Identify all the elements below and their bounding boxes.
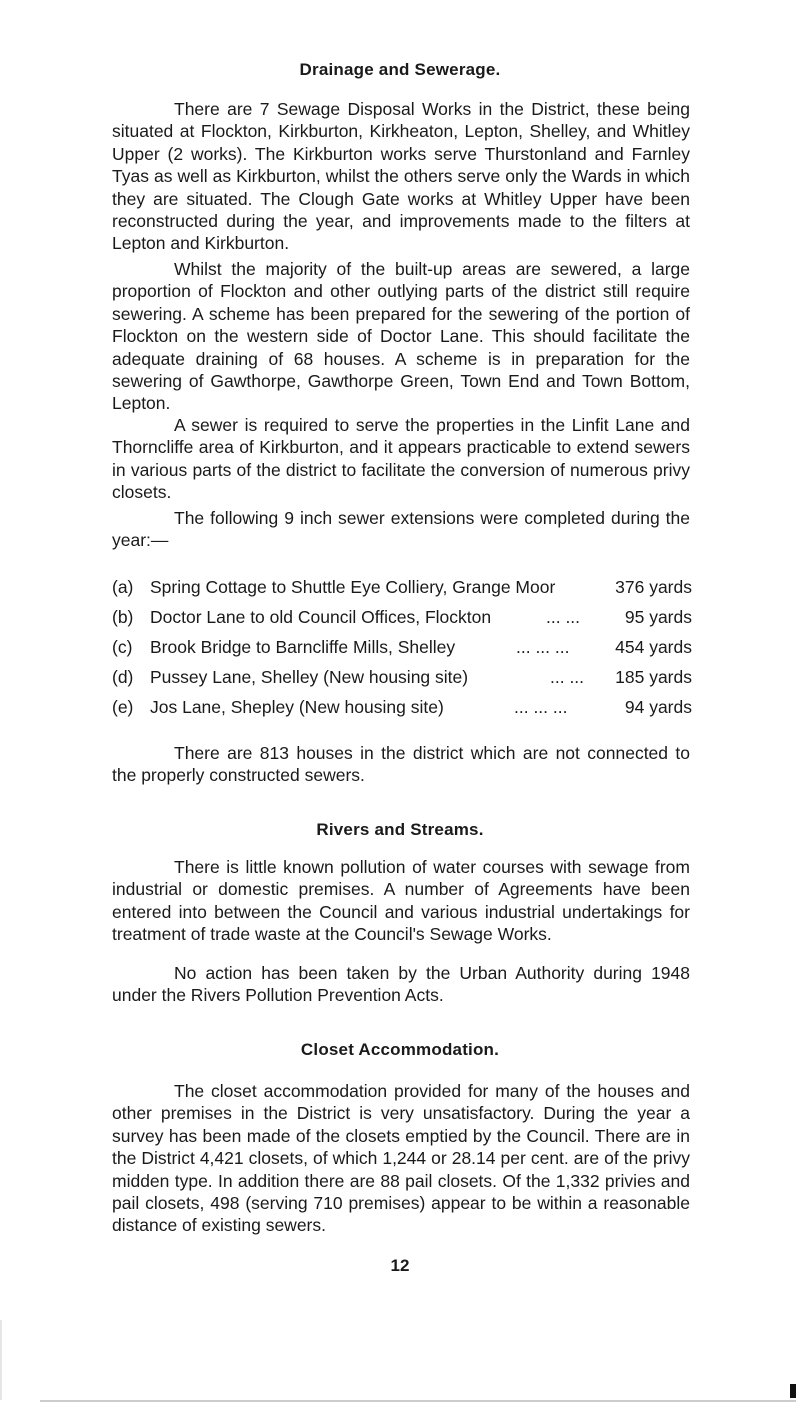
paragraph-disposal-works: There are 7 Sewage Disposal Works in the District, these being situated at Flockton, Kirkburton, Kirkheaton, Lepton, Shelley, and Whitley Upper (2 works). The Kirkburton works serve Thurstonland and Farnley Tyas as well as Kirkburton, whilst the others serve only the Wards in which they are situated. The Clough Gate works at Whitley Upper have been reconstructed during the year, and improvements made to the filters at Lepton and Kirkburton.	[112, 99, 690, 254]
extension-length: 185 yards	[615, 667, 692, 687]
extension-length: 95 yards	[624, 607, 692, 627]
extension-label: (b)	[112, 607, 134, 627]
paragraph-sewering-scheme: Whilst the majority of the built-up areas are sewered, a large proportion of Flockton and other outlying parts of the district still require sewering. A scheme has been prepared for the sewering of the portion of Flockton on the western side of Doctor Lane. This should facilitate the adequate draining of 68 houses. A scheme is in preparation for the sewering of Gawthorpe, Gawthorpe Green, Town End and Town Bottom, Lepton.	[112, 259, 690, 414]
extension-description: Brook Bridge to Barncliffe Mills, Shelley	[150, 637, 456, 657]
extension-label: (e)	[112, 697, 134, 717]
extension-length: 94 yards	[624, 697, 692, 717]
heading-rivers: Rivers and Streams.	[316, 820, 484, 839]
extension-length: 454 yards	[615, 637, 692, 657]
extension-description: Doctor Lane to old Council Offices, Flockton	[150, 607, 492, 627]
extension-leader-dots: ... ...	[550, 667, 585, 687]
extension-item	[112, 695, 692, 719]
scan-edge	[0, 1320, 2, 1400]
extension-description: Pussey Lane, Shelley (New housing site)	[150, 667, 469, 687]
paragraph-unconnected-houses: There are 813 houses in the district which are not connected to the properly constructed sewers.	[112, 743, 690, 786]
scan-mark	[790, 1384, 796, 1398]
extension-label: (d)	[112, 667, 134, 687]
paragraph-rivers-act: No action has been taken by the Urban Authority during 1948 under the Rivers Pollution Prevention Acts.	[112, 963, 690, 1006]
paragraph-closet-survey: The closet accommodation provided for many of the houses and other premises in the District is very unsatisfactory. During the year a survey has been made of the closets emptied by the Council. There are in the District 4,421 closets, of which 1,244 or 28.14 per cent. are of the privy midden type. In addition there are 88 pail closets. Of the 1,332 privies and pail closets, 498 (serving 710 premises) appear to be within a reasonable distance of existing sewers.	[112, 1081, 690, 1236]
extension-length: 376 yards	[615, 577, 692, 597]
extension-item	[112, 605, 692, 629]
extension-leader-dots: ... ... ...	[514, 697, 568, 717]
scan-bottom-rule	[40, 1400, 796, 1402]
heading-drainage: Drainage and Sewerage.	[299, 60, 501, 79]
paragraph-extensions-intro: The following 9 inch sewer extensions were completed during the year:—	[112, 508, 690, 551]
extension-leader-dots: ... ...	[546, 607, 581, 627]
extension-label: (c)	[112, 637, 133, 657]
paragraph-sewer-required: A sewer is required to serve the properties in the Linfit Lane and Thorncliffe area of Kirkburton, and it appears practicable to extend sewers in various parts of the district to facilitate the conversion of numerous privy closets.	[112, 415, 690, 503]
heading-closets: Closet Accommodation.	[300, 1040, 500, 1059]
extension-description: Jos Lane, Shepley (New housing site)	[150, 697, 444, 717]
extension-description: Spring Cottage to Shuttle Eye Colliery, Grange Moor	[150, 577, 556, 597]
extension-item	[112, 575, 692, 599]
paragraph-pollution: There is little known pollution of water courses with sewage from industrial or domestic premises. A number of Agreements have been entered into between the Council and various industrial undertakings for treatment of trade waste at the Council's Sewage Works.	[112, 857, 690, 945]
extension-label: (a)	[112, 577, 134, 597]
extension-item	[112, 665, 692, 689]
extension-leader-dots: ... ... ...	[516, 637, 570, 657]
extension-item	[112, 635, 692, 659]
page-number: 12	[390, 1256, 410, 1275]
